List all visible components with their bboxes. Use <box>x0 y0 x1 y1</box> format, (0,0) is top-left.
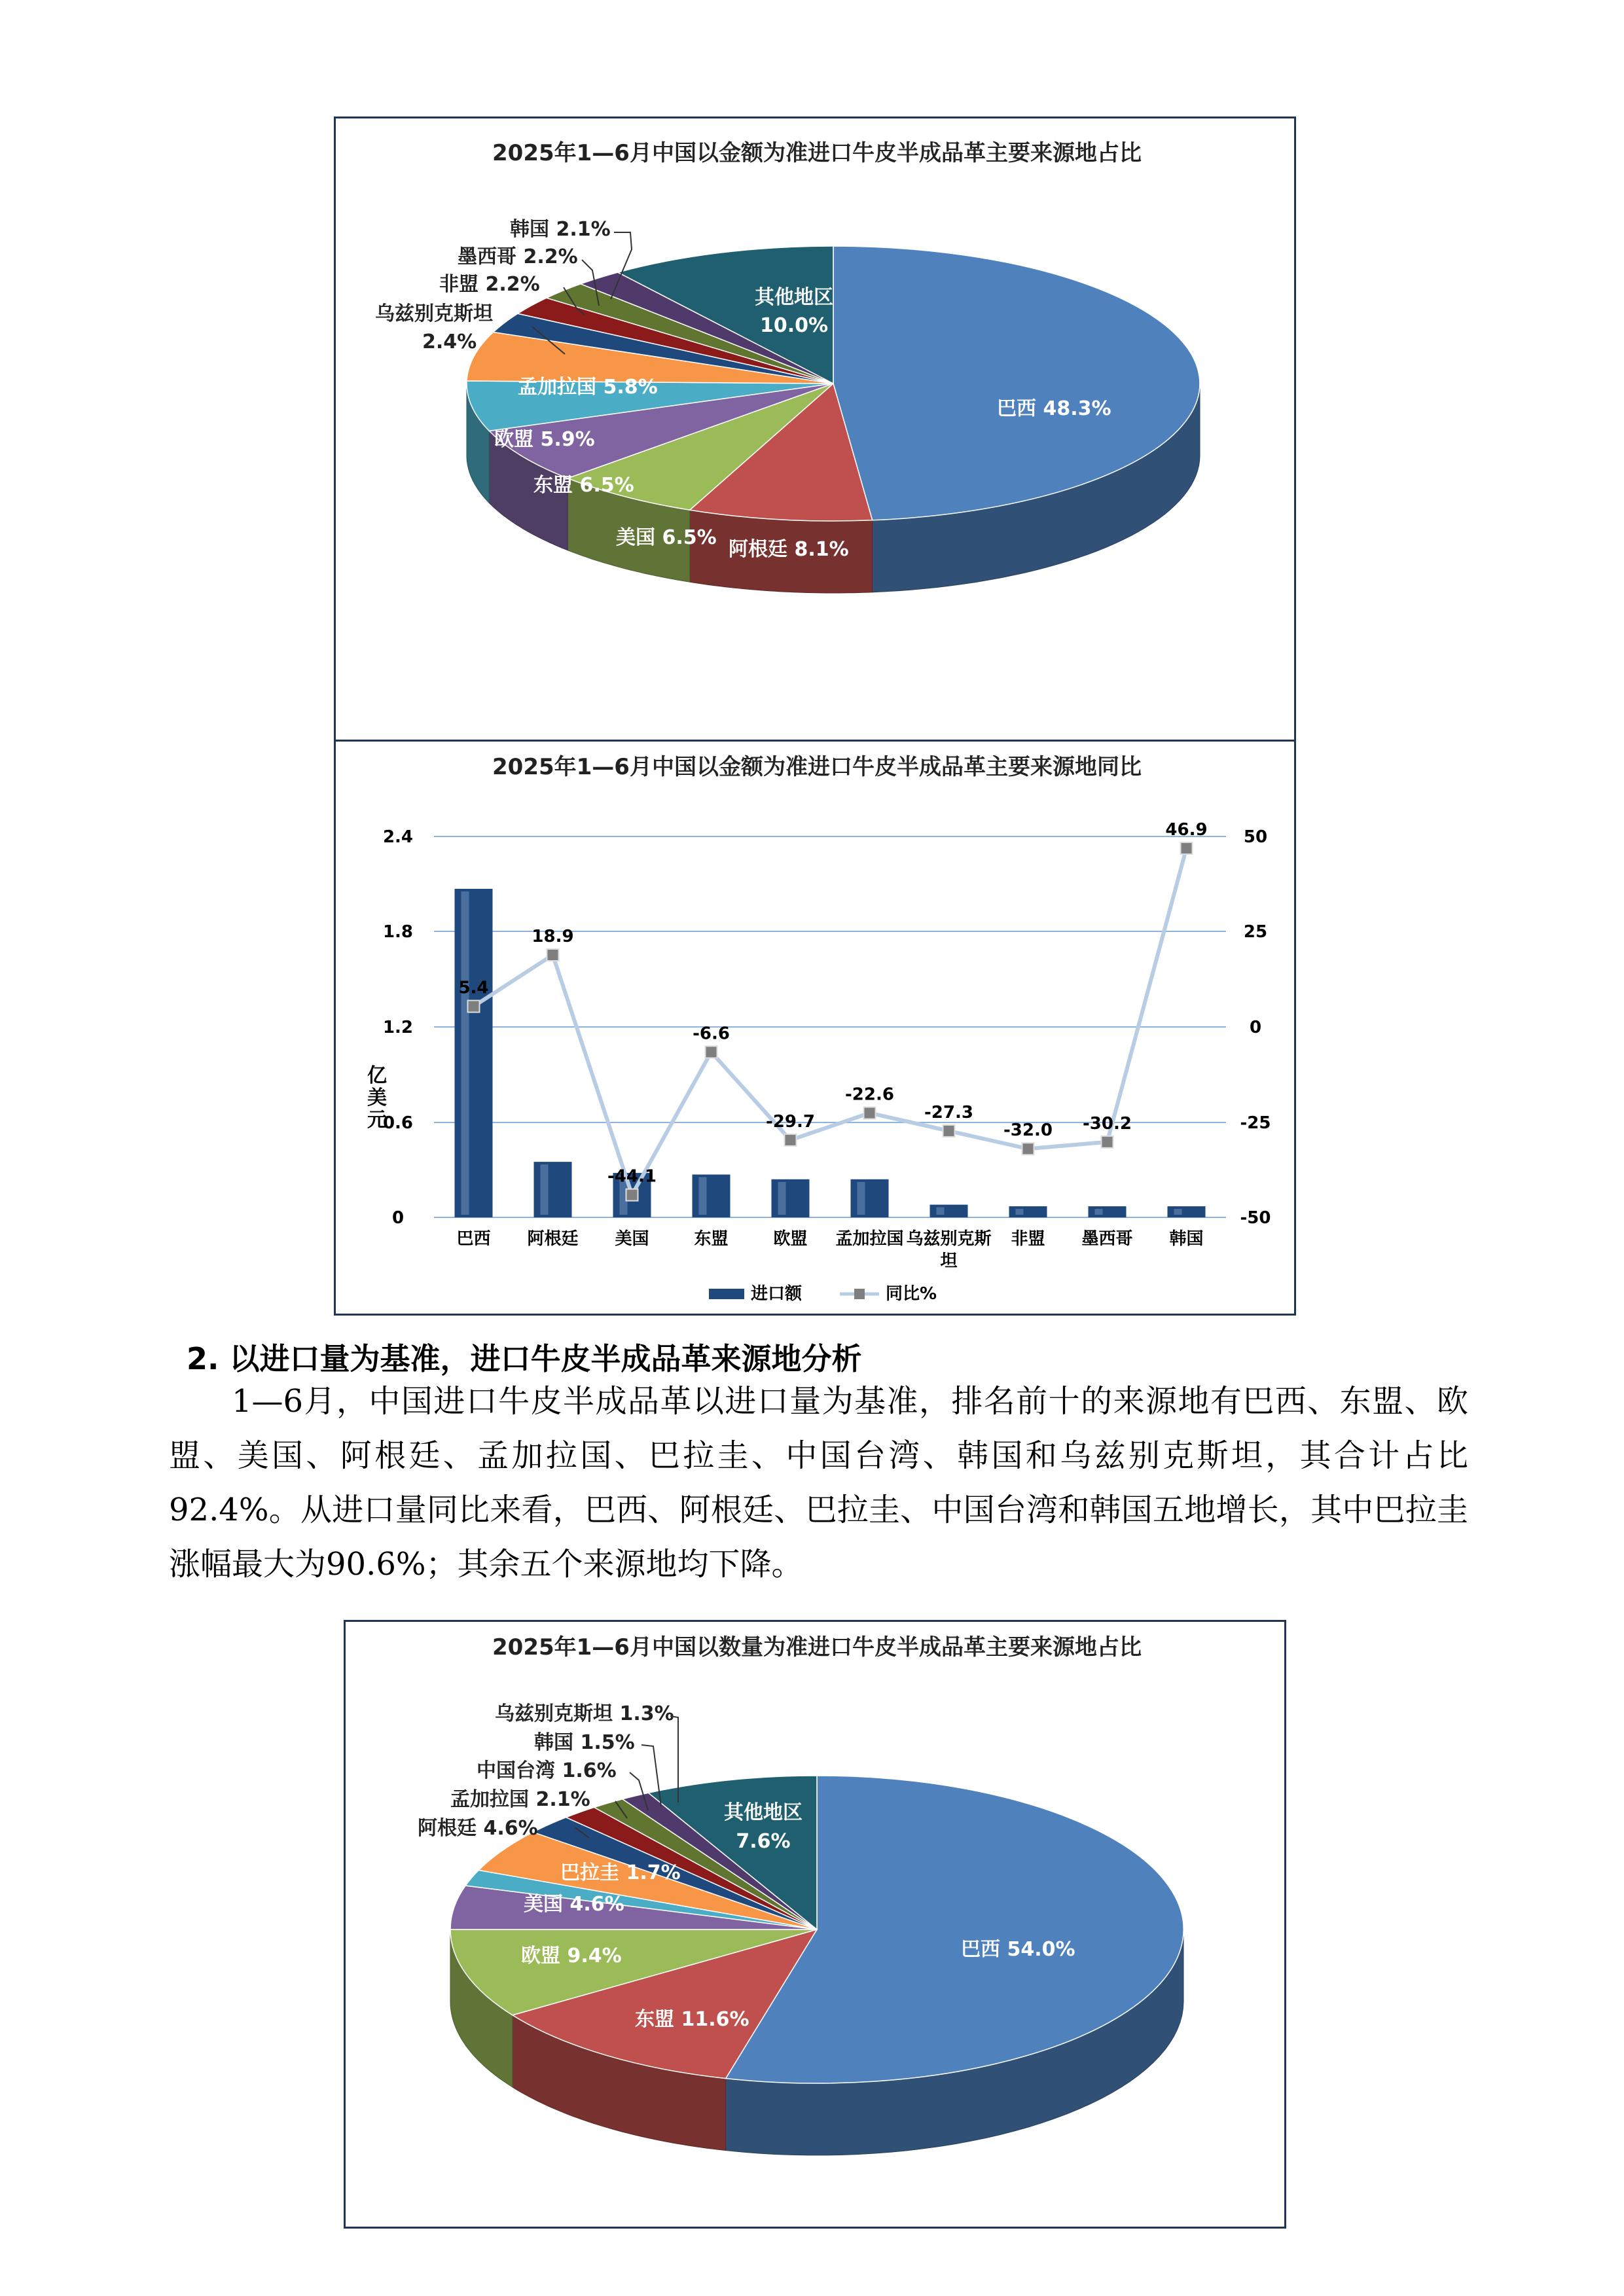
bar-highlight-0 <box>461 891 469 1215</box>
yoy-point-5 <box>864 1107 876 1119</box>
yoy-ylabel <box>367 1064 387 1132</box>
yoy-value-label-6: -27.3 <box>924 1102 973 1122</box>
pie3-label-paraguay: 巴拉圭 1.7% <box>560 1861 681 1884</box>
yoy-point-1 <box>547 949 559 961</box>
pie3-label-eu: 欧盟 9.4% <box>521 1945 622 1967</box>
section-paragraph-text: 1—6月，中国进口牛皮半成品革以进口量为基准，排名前十的来源地有巴西、东盟、欧盟、美国、阿根廷、孟加拉国、巴拉圭、中国台湾、韩国和乌兹别克斯坦，其合计占比92.4%。从进口量同比来看，巴西、阿根廷、巴拉圭、中国台湾和韩国五地增长，其中巴拉圭涨幅最大为90.6%；其余五个来源地均下降。 <box>169 1383 1468 1583</box>
value-pie-svg <box>336 118 1298 744</box>
right-tick-0: 0 <box>1249 1018 1262 1037</box>
category-label-3: 东盟 <box>694 1229 729 1249</box>
bar-1 <box>534 1162 572 1217</box>
qty-pie-svg <box>346 1622 1288 2231</box>
bar-8 <box>1089 1206 1127 1217</box>
yoy-point-3 <box>706 1046 717 1058</box>
category-label-9: 韩国 <box>1169 1229 1204 1249</box>
category-label-6-line2: 坦 <box>940 1251 958 1271</box>
value-yoy-chart-frame <box>334 740 1296 1316</box>
yoy-point-0 <box>468 1001 480 1013</box>
category-label-4: 欧盟 <box>773 1229 808 1249</box>
yoy-point-7 <box>1022 1143 1034 1155</box>
pie3-label-other-name: 其他地区 <box>724 1801 803 1824</box>
bar-highlight-9 <box>1174 1209 1182 1215</box>
right-tick-minus25: -25 <box>1240 1113 1271 1133</box>
yoy-chart-title: 2025年1—6月中国以金额为准进口牛皮半成品革主要来源地同比 <box>492 754 1142 780</box>
yoy-value-label-2: -44.1 <box>607 1166 657 1187</box>
yoy-chart-svg <box>336 742 1298 1318</box>
left-tick-2.4: 2.4 <box>382 827 414 847</box>
bar-highlight-3 <box>699 1177 707 1215</box>
yoy-value-label-3: -6.6 <box>693 1024 730 1044</box>
pie1-label-other-name: 其他地区 <box>755 286 833 309</box>
ylabel-char-0: 亿 <box>367 1064 387 1087</box>
legend-bar-label: 进口额 <box>751 1284 803 1304</box>
section-paragraph <box>169 1374 1468 1592</box>
yoy-point-2 <box>626 1189 638 1201</box>
pie1-label-uzbekistan-name: 乌兹别克斯坦 <box>375 302 493 325</box>
category-label-8: 墨西哥 <box>1081 1229 1133 1249</box>
quantity-share-chart-frame <box>344 1620 1286 2229</box>
yoy-category-labels <box>456 1229 1203 1271</box>
bar-highlight-5 <box>857 1182 865 1215</box>
right-tick-minus50: -50 <box>1240 1208 1271 1228</box>
bar-highlight-8 <box>1095 1209 1103 1215</box>
pie1-label-mexico: 墨西哥 2.2% <box>458 245 578 268</box>
yoy-legend <box>709 1283 937 1304</box>
left-tick-0.6: 0.6 <box>382 1113 414 1133</box>
bar-highlight-7 <box>1016 1209 1024 1215</box>
yoy-value-label-0: 5.4 <box>458 978 489 998</box>
legend-line-marker <box>854 1289 865 1299</box>
yoy-value-label-1: 18.9 <box>532 927 574 947</box>
pie3-label-korea: 韩国 1.5% <box>534 1731 635 1754</box>
bar-highlight-6 <box>937 1208 945 1215</box>
value-share-chart-frame <box>334 117 1296 742</box>
bar-6 <box>930 1205 968 1217</box>
pie1-label-asean: 东盟 6.5% <box>533 474 634 497</box>
pie1-label-bangladesh: 孟加拉国 5.8% <box>518 376 658 399</box>
pie3-label-asean: 东盟 11.6% <box>635 2008 749 2031</box>
yoy-value-label-8: -30.2 <box>1083 1113 1132 1134</box>
right-tick-50: 50 <box>1243 827 1268 847</box>
yoy-value-label-7: -32.0 <box>1003 1121 1053 1141</box>
category-label-0: 巴西 <box>456 1229 491 1249</box>
section-heading: 2. 以进口量为基准，进口牛皮半成品革来源地分析 <box>187 1341 862 1376</box>
left-tick-0: 0 <box>391 1208 405 1228</box>
bar-9 <box>1168 1206 1206 1217</box>
value-pie-title: 2025年1—6月中国以金额为准进口牛皮半成品革主要来源地占比 <box>492 140 1142 166</box>
left-tick-1.8: 1.8 <box>382 922 414 942</box>
pie3-label-other-pct: 7.6% <box>736 1830 791 1853</box>
category-label-5: 孟加拉国 <box>835 1229 904 1249</box>
pie1-label-argentina: 阿根廷 8.1% <box>729 538 849 561</box>
yoy-line <box>458 820 1207 1201</box>
bar-3 <box>693 1175 731 1217</box>
yoy-point-8 <box>1102 1136 1113 1148</box>
pie3-label-uzbekistan: 乌兹别克斯坦 1.3% <box>495 1702 674 1725</box>
yoy-point-6 <box>943 1125 955 1137</box>
pie3-label-bangladesh: 孟加拉国 2.1% <box>450 1788 590 1811</box>
category-label-1: 阿根廷 <box>527 1229 579 1249</box>
qty-pie-title: 2025年1—6月中国以数量为准进口牛皮半成品革主要来源地占比 <box>492 1634 1142 1660</box>
pie3-label-brazil: 巴西 54.0% <box>961 1938 1075 1961</box>
legend-line-label: 同比% <box>886 1284 937 1304</box>
left-tick-1.2: 1.2 <box>382 1018 414 1037</box>
pie1-label-usa: 美国 6.5% <box>616 526 717 549</box>
yoy-value-label-4: -29.7 <box>766 1111 815 1132</box>
category-label-6: 乌兹别克斯 <box>906 1229 992 1249</box>
yoy-point-9 <box>1181 842 1193 854</box>
pie1-label-eu: 欧盟 5.9% <box>494 428 595 451</box>
ylabel-char-1: 美 <box>367 1086 387 1109</box>
pie1-label-uzbekistan-pct: 2.4% <box>422 331 477 353</box>
pie3-label-taiwan: 中国台湾 1.6% <box>477 1759 617 1782</box>
yoy-point-4 <box>785 1134 797 1146</box>
category-label-7: 非盟 <box>1011 1229 1045 1249</box>
bar-4 <box>772 1179 810 1217</box>
pie1-label-other-pct: 10.0% <box>759 314 829 337</box>
bar-highlight-4 <box>778 1182 786 1215</box>
yoy-value-label-5: -22.6 <box>845 1085 894 1105</box>
category-label-2: 美国 <box>615 1229 649 1249</box>
pie1-label-africa: 非盟 2.2% <box>439 273 540 296</box>
yoy-gridlines <box>434 836 1226 1217</box>
yoy-value-label-9: 46.9 <box>1165 820 1208 840</box>
pie3-label-argentina: 阿根廷 4.6% <box>418 1817 538 1840</box>
pie3-label-usa: 美国 4.6% <box>524 1893 624 1916</box>
bar-5 <box>851 1179 889 1217</box>
legend-bar-swatch <box>709 1289 744 1299</box>
pie1-label-brazil: 巴西 48.3% <box>997 397 1111 420</box>
pie1-label-korea: 韩国 2.1% <box>510 218 611 241</box>
right-tick-25: 25 <box>1243 922 1268 942</box>
yoy-line-path <box>474 848 1187 1195</box>
ylabel-char-2: 元 <box>367 1109 387 1132</box>
bar-7 <box>1009 1206 1047 1217</box>
bar-highlight-1 <box>541 1164 549 1215</box>
bar-0 <box>455 889 493 1217</box>
